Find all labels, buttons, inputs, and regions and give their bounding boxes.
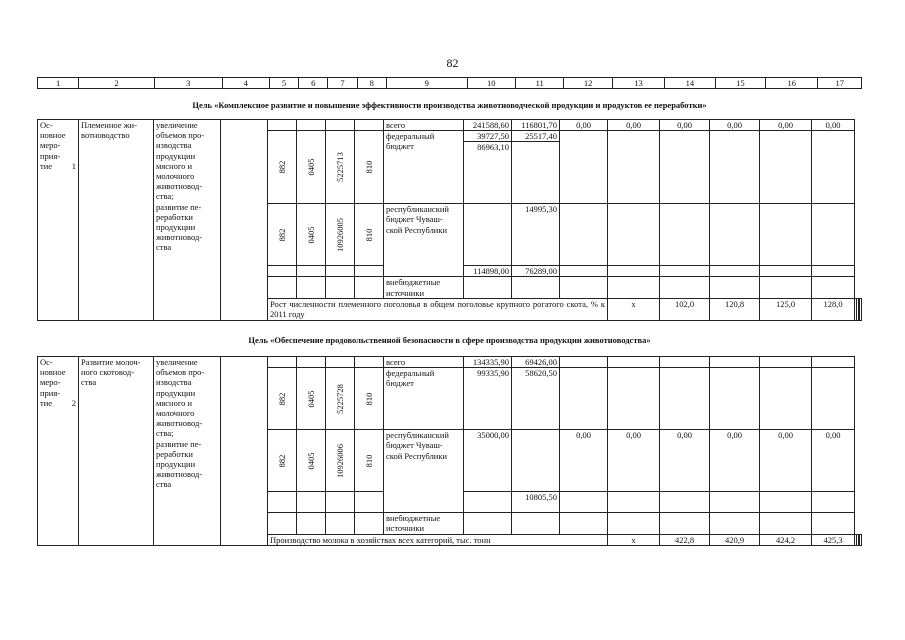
code-rzpr: 0405 [297, 204, 326, 266]
empty-cell [297, 513, 326, 534]
value-cell: 134335,90 [464, 357, 512, 368]
indicator-value: 425,3 [812, 534, 855, 545]
value-cell [464, 492, 512, 513]
empty-cell [221, 120, 268, 321]
empty-cell [710, 513, 760, 534]
goal-description: увеличение объемов про- изводства продукции мясного и молочного животновод- ства; развитие пе- реработки продукции животновод- ства [154, 120, 221, 321]
empty-cell [812, 357, 855, 368]
indicator-value: 120,8 [710, 298, 760, 320]
empty-cell [326, 492, 355, 513]
source-federal: федеральный бюджет [384, 131, 464, 204]
empty-cell [812, 368, 855, 430]
col-num: 11 [515, 78, 563, 89]
value-cell: 14995,30 [512, 204, 560, 266]
empty-cell [710, 368, 760, 430]
col-num: 8 [357, 78, 386, 89]
code-csr: 10926005 [326, 204, 355, 266]
empty-cell [326, 357, 355, 368]
empty-cell [560, 513, 608, 534]
empty-cell [268, 492, 297, 513]
empty-cell [608, 131, 660, 204]
indicator-value: 422,8 [660, 534, 710, 545]
indicator-text: Производство молока в хозяйствах всех категорий, тыс. тонн [268, 534, 608, 545]
value-cell: 0,00 [710, 120, 760, 131]
code-vr: 810 [355, 131, 384, 204]
empty-cell [812, 277, 855, 298]
value-cell: 69426,00 [512, 357, 560, 368]
code-vr: 810 [355, 368, 384, 430]
empty-cell [608, 277, 660, 298]
col-num: 3 [154, 78, 222, 89]
subprogram-name: Развитие молоч- ного скотовод- ства [79, 357, 154, 546]
indicator-value: 125,0 [760, 298, 812, 320]
empty-cell [297, 277, 326, 298]
value-cell: 58620,50 [512, 368, 560, 430]
empty-cell [355, 357, 384, 368]
value-cell: 0,00 [760, 120, 812, 131]
code-csr: 5225713 [326, 131, 355, 204]
empty-cell [760, 357, 812, 368]
empty-cell [355, 492, 384, 513]
value-cell: 76289,00 [512, 266, 560, 277]
column-numbers-row [38, 78, 862, 89]
event-label: Ос- новное меро- прия- тие 2 [38, 357, 79, 546]
empty-cell [297, 120, 326, 131]
budget-table-sheet [37, 77, 862, 547]
col-num: 1 [38, 78, 79, 89]
goal-heading-1: Цель «Комплексное развитие и повышение эффективности производства животноводческой продукции и продуктов ее переработки» [192, 100, 707, 110]
empty-cell [660, 492, 710, 513]
header-row-table [37, 77, 862, 89]
source-republic: республиканский бюджет Чуваш- ской Республики [384, 430, 464, 513]
code-csr: 10926006 [326, 430, 355, 492]
empty-cell [760, 131, 812, 204]
event-label: Ос- новное меро- прия- тие 1 [38, 120, 79, 321]
indicator-value: 424,2 [760, 534, 812, 545]
empty-cell [608, 204, 660, 266]
col-num: 15 [715, 78, 765, 89]
indicator-value: 128,0 [812, 298, 855, 320]
col-num: 4 [222, 78, 269, 89]
source-extrabudget: внебюджетные источники [384, 513, 464, 534]
empty-cell [297, 357, 326, 368]
goal-heading-2: Цель «Обеспечение продовольственной безопасности в сфере производства продукции животноводства» [248, 335, 651, 345]
col-num: 9 [386, 78, 467, 89]
empty-cell [608, 492, 660, 513]
indicator-value: 420,9 [710, 534, 760, 545]
empty-cell [268, 120, 297, 131]
value-cell: 116801,70 [512, 120, 560, 131]
empty-cell [355, 120, 384, 131]
empty-cell [710, 277, 760, 298]
value-cell: 0,00 [710, 430, 760, 492]
empty-cell [710, 204, 760, 266]
empty-cell [608, 357, 660, 368]
code-grbs: 882 [268, 204, 297, 266]
empty-cell [660, 266, 710, 277]
empty-cell [760, 204, 812, 266]
empty-cell [221, 357, 268, 546]
empty-cell [760, 368, 812, 430]
source-federal: федеральный бюджет [384, 368, 464, 430]
source-total: всего [384, 120, 464, 131]
empty-cell [760, 277, 812, 298]
source-extrabudget: внебюджетные источники [384, 277, 464, 298]
empty-cell [560, 368, 608, 430]
code-vr: 810 [355, 204, 384, 266]
value-cell: 39727,50 86963,10 [464, 131, 512, 204]
empty-cell [608, 266, 660, 277]
value-cell [512, 430, 560, 492]
empty-cell [710, 131, 760, 204]
empty-cell [512, 277, 560, 298]
code-grbs: 882 [268, 131, 297, 204]
value-cell: 114898,00 [464, 266, 512, 277]
empty-cell [355, 513, 384, 534]
value-cell: 10805,50 [512, 492, 560, 513]
empty-cell [512, 513, 560, 534]
col-num: 2 [79, 78, 155, 89]
empty-cell [812, 513, 855, 534]
empty-cell [760, 492, 812, 513]
value-cell: 0,00 [812, 430, 855, 492]
empty-cell [710, 266, 760, 277]
empty-cell [660, 513, 710, 534]
empty-cell [660, 368, 710, 430]
col-num: 6 [299, 78, 328, 89]
block-1-table [37, 119, 862, 321]
empty-cell [812, 204, 855, 266]
empty-cell [560, 492, 608, 513]
empty-cell [812, 266, 855, 277]
code-vr: 810 [355, 430, 384, 492]
empty-cell [560, 266, 608, 277]
empty-cell [660, 131, 710, 204]
page-number: 82 [446, 56, 459, 70]
empty-cell [326, 120, 355, 131]
source-total: всего [384, 357, 464, 368]
value-cell: 241588,60 [464, 120, 512, 131]
empty-cell [760, 513, 812, 534]
value-cell: 0,00 [608, 120, 660, 131]
subprogram-name: Племенное жи- вотноводство [79, 120, 154, 321]
empty-cell [326, 266, 355, 277]
empty-cell [860, 298, 862, 320]
col-num: 10 [467, 78, 515, 89]
empty-cell [268, 277, 297, 298]
empty-cell [326, 277, 355, 298]
empty-cell [268, 357, 297, 368]
empty-cell [326, 513, 355, 534]
empty-cell [608, 368, 660, 430]
code-rzpr: 0405 [297, 368, 326, 430]
code-rzpr: 0405 [297, 430, 326, 492]
value-cell [464, 204, 512, 266]
value-cell: 0,00 [812, 120, 855, 131]
col-num: 14 [665, 78, 715, 89]
empty-cell [760, 266, 812, 277]
value-cell: 0,00 [608, 430, 660, 492]
empty-cell [710, 492, 760, 513]
value-cell: 99335,90 [464, 368, 512, 430]
col-num: 13 [612, 78, 664, 89]
col-num: 5 [269, 78, 298, 89]
empty-cell [268, 266, 297, 277]
code-grbs: 882 [268, 430, 297, 492]
indicator-value: х [608, 534, 660, 545]
code-rzpr: 0405 [297, 131, 326, 204]
empty-cell [660, 204, 710, 266]
empty-cell [355, 266, 384, 277]
empty-cell [560, 277, 608, 298]
goal-description: увеличение объемов про- изводства продукции мясного и молочного животновод- ства; развитие пе- реработки продукции животновод- ства [154, 357, 221, 546]
empty-cell [812, 492, 855, 513]
source-republic: республиканский бюджет Чуваш- ской Республики [384, 204, 464, 277]
col-num: 16 [766, 78, 818, 89]
empty-cell [297, 492, 326, 513]
empty-cell [464, 513, 512, 534]
code-grbs: 882 [268, 368, 297, 430]
empty-cell [812, 131, 855, 204]
empty-cell [297, 266, 326, 277]
empty-cell [355, 277, 384, 298]
indicator-text: Рост численности племенного поголовья в общем поголовье крупного рогатого скота, % к 2011 году [268, 298, 608, 320]
indicator-value: 102,0 [660, 298, 710, 320]
col-num: 17 [818, 78, 862, 89]
empty-cell [608, 513, 660, 534]
empty-cell [710, 357, 760, 368]
col-num: 7 [328, 78, 357, 89]
value-cell: 0,00 [660, 120, 710, 131]
empty-cell [560, 357, 608, 368]
value-cell: 0,00 [660, 430, 710, 492]
block-2-table [37, 356, 862, 546]
value-cell: 25517,40 [512, 131, 560, 204]
code-csr: 5225728 [326, 368, 355, 430]
value-cell: 0,00 [760, 430, 812, 492]
col-num: 12 [564, 78, 612, 89]
empty-cell [560, 131, 608, 204]
empty-cell [660, 357, 710, 368]
empty-cell [268, 513, 297, 534]
indicator-value: х [608, 298, 660, 320]
empty-cell [660, 277, 710, 298]
value-cell: 35000,00 [464, 430, 512, 492]
empty-cell [560, 204, 608, 266]
empty-cell [464, 277, 512, 298]
value-cell: 0,00 [560, 120, 608, 131]
indicator-value [860, 534, 862, 545]
value-cell: 0,00 [560, 430, 608, 492]
